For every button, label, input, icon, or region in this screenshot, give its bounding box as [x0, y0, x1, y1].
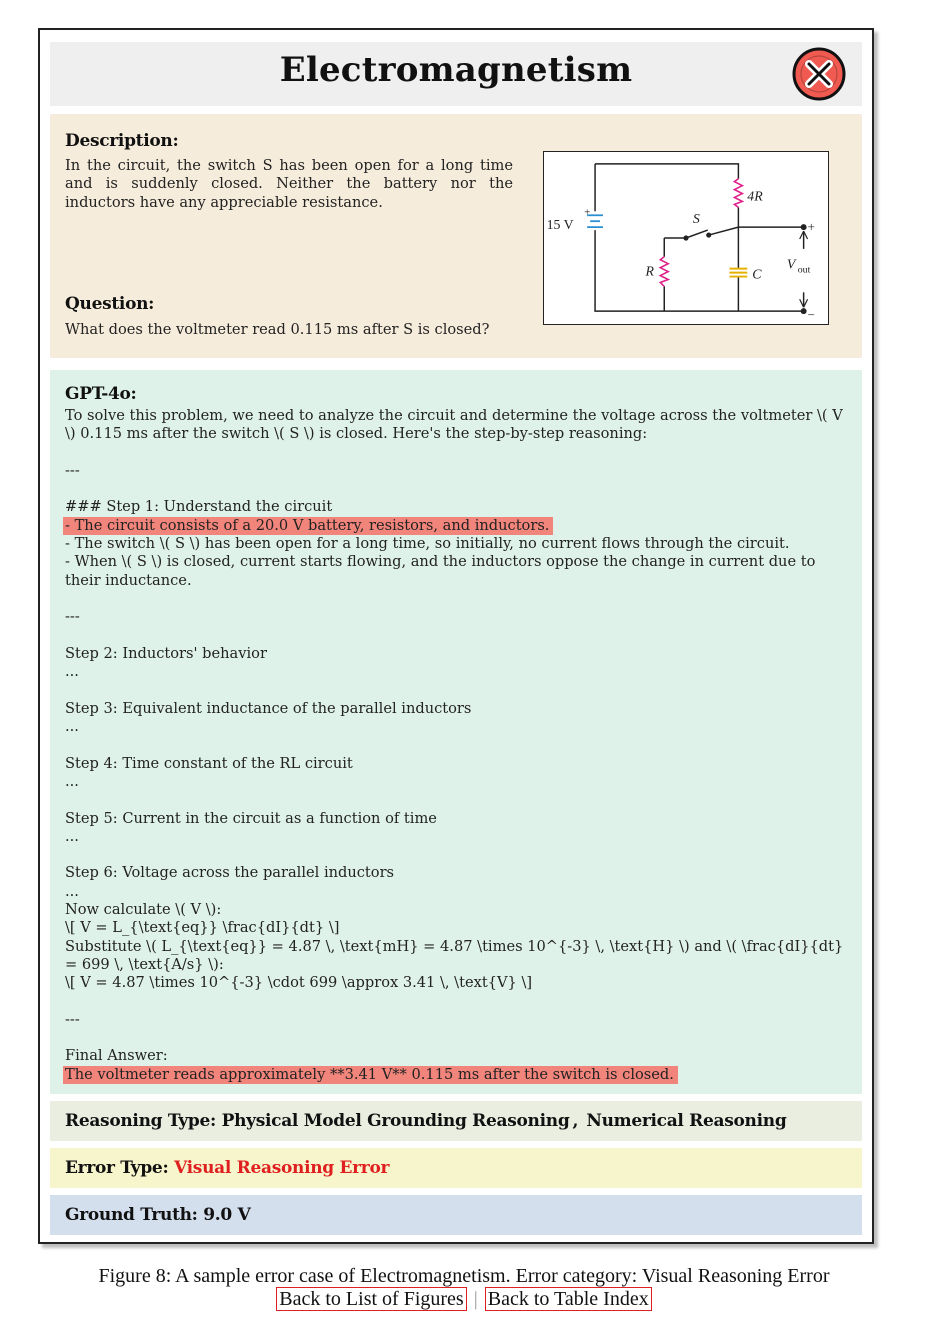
resistor-4r [734, 179, 742, 208]
response-text: \[ V = 4.87 \times 10^{-3} \cdot 699 \approx 3.41 \, \text{V} \] [65, 974, 533, 992]
response-line [65, 645, 847, 663]
response-text: ### Step 1: Understand the circuit [65, 498, 333, 516]
caption-links [0, 1288, 928, 1311]
response-line [65, 627, 847, 645]
response-line [65, 480, 847, 498]
response-line [65, 901, 847, 919]
response-line [65, 736, 847, 754]
back-to-tables-link[interactable]: Back to Table Index [485, 1287, 652, 1311]
response-text: ... [65, 718, 79, 736]
response-line [65, 517, 847, 535]
ground-truth: Ground Truth: 9.0 V [65, 1205, 251, 1225]
model-response [65, 407, 847, 1084]
description-panel [50, 114, 862, 358]
response-line [65, 462, 847, 480]
response-line [65, 718, 847, 736]
reasoning-type-panel [50, 1101, 862, 1141]
response-line [65, 553, 847, 590]
capacitor-symbol [729, 269, 747, 277]
response-line [65, 663, 847, 681]
response-line [65, 590, 847, 608]
response-line [65, 773, 847, 791]
circuit-diagram [543, 151, 829, 325]
response-text: To solve this problem, we need to analyze the circuit and determine the voltage across the voltmeter \( V \) 0.115 ms after the switch \( S \) is closed. Here's the step-by-step reasoning: [65, 407, 848, 443]
resistor-4r-label: 4R [747, 188, 763, 204]
error-case-card [38, 28, 874, 1244]
response-text: --- [65, 461, 80, 479]
response-text: --- [65, 1010, 80, 1028]
model-label: GPT-4o: [65, 384, 137, 404]
title-bar [50, 42, 862, 106]
response-line [65, 791, 847, 809]
battery-plus: + [584, 206, 591, 219]
response-text: ... [65, 663, 79, 681]
link-separator: | [473, 1288, 478, 1310]
response-line [65, 974, 847, 992]
error-type-panel [50, 1148, 862, 1188]
response-line [65, 938, 847, 975]
response-line [65, 407, 847, 444]
response-text: ... [65, 882, 79, 900]
resistor-r [660, 257, 668, 287]
response-text: Step 3: Equivalent inductance of the parallel inductors [65, 699, 472, 717]
response-line [65, 498, 847, 516]
error-type-label: Error Type: [65, 1158, 169, 1178]
response-text: Substitute \( L_{\text{eq}} = 4.87 \, \text{mH} = 4.87 \times 10^{-3} \, \text{H} \) and \( \frac{dI}{dt} = 699 \, \text{A/s} \): [65, 937, 848, 973]
response-line [65, 864, 847, 882]
description-label: Description: [65, 131, 179, 151]
response-line [65, 828, 847, 846]
ground-truth-panel [50, 1195, 862, 1235]
response-text: Step 4: Time constant of the RL circuit [65, 754, 353, 772]
vout-label: V [786, 256, 796, 272]
response-line [65, 883, 847, 901]
response-line [65, 755, 847, 773]
error-type-value: Visual Reasoning Error [174, 1158, 390, 1178]
response-line [65, 1047, 847, 1065]
response-line [65, 1066, 847, 1084]
figure-caption: Figure 8: A sample error case of Electromagnetism. Error category: Visual Reasoning Error [98, 1265, 830, 1287]
highlighted-error-text: The voltmeter reads approximately **3.41 V** 0.115 ms after the switch is closed. [63, 1066, 678, 1084]
vout-plus: + [807, 220, 815, 235]
switch-label: S [692, 211, 700, 227]
response-line [65, 846, 847, 864]
response-line [65, 810, 847, 828]
response-text: \[ V = L_{\text{eq}} \frac{dI}{dt} \] [65, 919, 340, 937]
response-line [65, 700, 847, 718]
resistor-r-label: R [645, 263, 654, 279]
response-text: Step 2: Inductors' behavior [65, 644, 267, 662]
response-line [65, 535, 847, 553]
highlighted-error-text: - The circuit consists of a 20.0 V battery, resistors, and inductors. [63, 517, 553, 535]
back-to-figures-link[interactable]: Back to List of Figures [276, 1287, 466, 1311]
vout-minus: − [807, 308, 815, 323]
response-text: - The switch \( S \) has been open for a long time, so initially, no current flows through the circuit. [65, 535, 790, 553]
response-text: --- [65, 608, 80, 626]
question-text: What does the voltmeter read 0.115 ms after S is closed? [65, 321, 490, 338]
vout-subscript: out [797, 264, 811, 276]
response-text: Step 6: Voltage across the parallel inductors [65, 864, 395, 882]
response-text: Step 5: Current in the circuit as a function of time [65, 809, 437, 827]
response-text: - When \( S \) is closed, current starts flowing, and the inductors oppose the change in current due to their inductance. [65, 553, 821, 589]
response-line [65, 1029, 847, 1047]
close-circle-icon [791, 46, 847, 102]
reasoning-type: Reasoning Type: Physical Model Grounding Reasoning , Numerical Reasoning [65, 1111, 787, 1131]
response-line [65, 993, 847, 1011]
response-line [65, 919, 847, 937]
response-line [65, 608, 847, 626]
response-line [65, 1011, 847, 1029]
question-label: Question: [65, 294, 155, 314]
battery-label: 15 V [546, 217, 574, 233]
response-text: Final Answer: [65, 1047, 168, 1065]
response-text: ... [65, 772, 79, 790]
model-response-panel [50, 370, 862, 1094]
response-text: ... [65, 827, 79, 845]
description-text: In the circuit, the switch S has been open for a long time and is suddenly closed. Neither the battery nor the inductors have any appreciable resistance. [65, 157, 513, 211]
error-type [65, 1158, 389, 1178]
capacitor-label: C [752, 266, 762, 282]
response-line [65, 681, 847, 699]
card-title: Electromagnetism [279, 50, 633, 90]
response-text: Now calculate \( V \): [65, 901, 222, 919]
response-line [65, 444, 847, 462]
